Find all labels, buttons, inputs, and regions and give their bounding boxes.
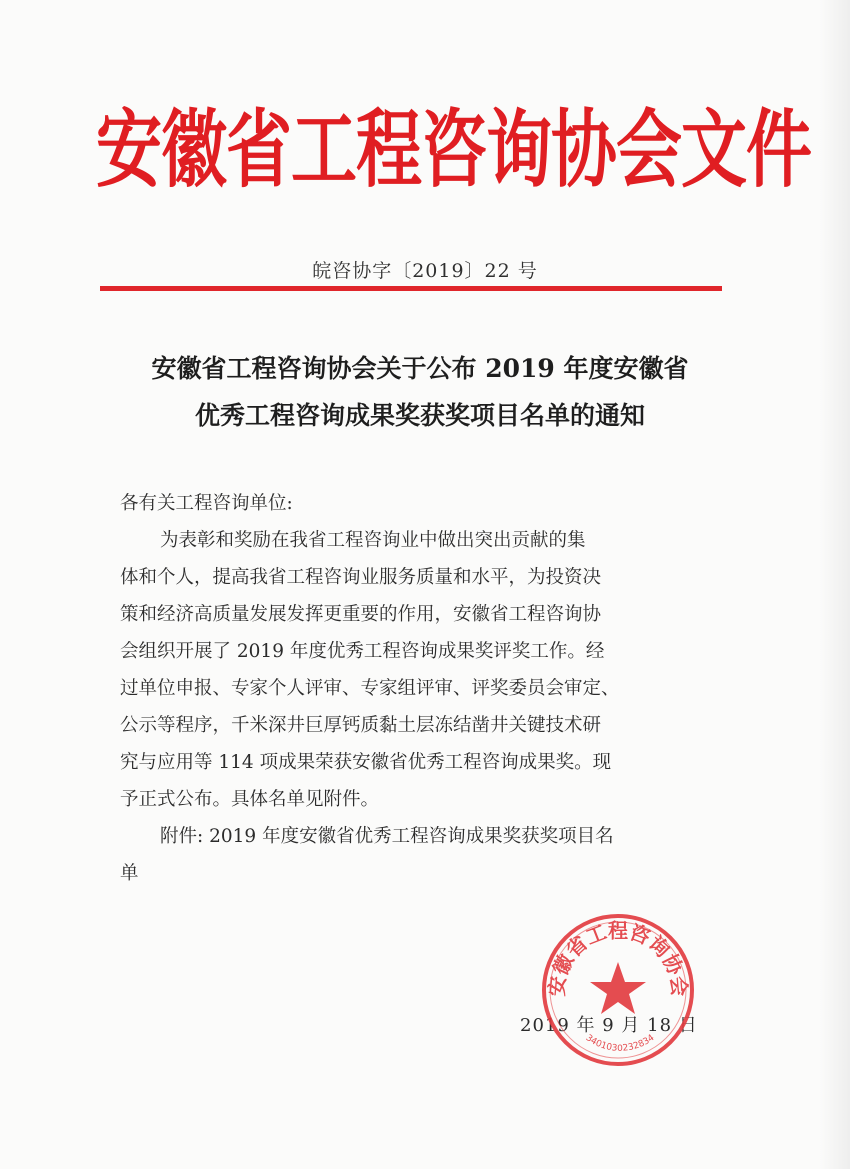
- page-edge-shadow: [820, 0, 850, 1169]
- red-divider-line: [100, 286, 722, 291]
- salutation: 各有关工程咨询单位:: [120, 493, 293, 514]
- paragraph-line: 究与应用等 114 项成果荣获安徽省优秀工程咨询成果奖。现: [120, 752, 612, 773]
- seal-code: 3401030232834: [583, 1033, 657, 1054]
- attachment-line: 附件: 2019 年度安徽省优秀工程咨询成果奖获奖项目名: [160, 826, 614, 847]
- seal-star-icon: [590, 962, 646, 1014]
- notice-title-line-2: 优秀工程咨询成果奖获奖项目名单的通知: [194, 401, 645, 430]
- paragraph-line: 体和个人，提高我省工程咨询业服务质量和水平，为投资决: [120, 567, 602, 588]
- seal-name: 安徽省工程咨询协会: [544, 918, 692, 998]
- paragraph-line: 策和经济高质量发展发挥更重要的作用，安徽省工程咨询协: [120, 604, 602, 625]
- document-number: 皖咨协字〔2019〕22 号: [312, 260, 538, 282]
- paragraph-line: 公示等程序，千米深井巨厚钙质黏土层冻结凿井关键技术研: [120, 715, 602, 736]
- paragraph-line: 会组织开展了 2019 年度优秀工程咨询成果奖评奖工作。经: [120, 641, 605, 662]
- paragraph-line: 予正式公布。具体名单见附件。: [120, 789, 380, 810]
- attachment-line-continued: 单: [120, 863, 139, 884]
- paragraph-line: 为表彰和奖励在我省工程咨询业中做出突出贡献的集: [160, 530, 586, 551]
- notice-title-line-1: 安徽省工程咨询协会关于公布 2019 年度安徽省: [151, 354, 689, 383]
- paragraph-line: 过单位申报、专家个人评审、专家组评审、评奖委员会审定、: [120, 678, 620, 699]
- signature-date: 2019 年 9 月 18 日: [520, 1015, 698, 1036]
- notice-body: [120, 485, 720, 892]
- notice-title: [100, 345, 740, 439]
- official-seal: [538, 910, 698, 1070]
- document-header-title: 安徽省工程咨询协会文件: [96, 101, 811, 200]
